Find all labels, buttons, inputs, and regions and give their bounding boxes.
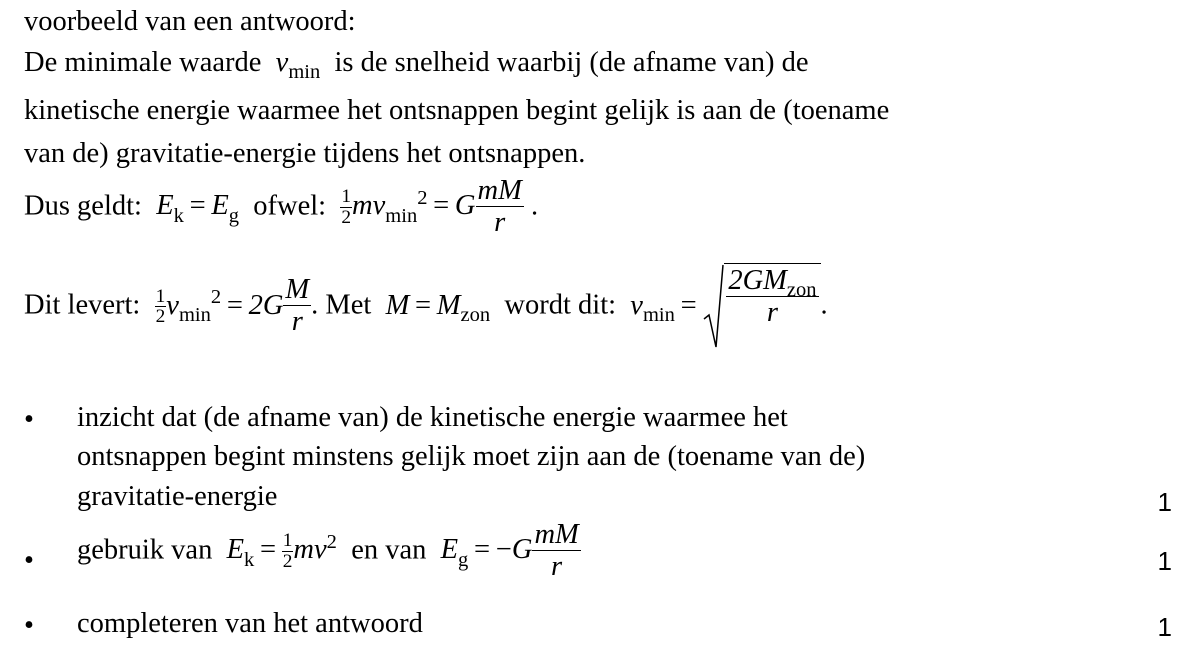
equation-line-energy-balance bbox=[24, 176, 538, 240]
fraction-one-half: $\frac{1}{2}$ bbox=[282, 530, 293, 572]
text-segment: ofwel: bbox=[253, 190, 327, 222]
criterion-1 bbox=[77, 398, 865, 516]
criterion-3-score: 1 bbox=[1157, 612, 1172, 642]
criterion-1-line: ontsnappen begint minstens gelijk moet zijn aan de (toename van de) bbox=[77, 441, 866, 473]
criterion-3: completeren van het antwoord bbox=[77, 608, 423, 639]
criterion-1-score: 1 bbox=[1157, 487, 1172, 517]
fraction-one-half: $\frac{1}{2}$ bbox=[155, 285, 166, 328]
text-segment: is de snelheid waarbij (de afname van) de bbox=[334, 47, 809, 78]
fraction-mM-over-r: $\frac{mM}{r}$ bbox=[534, 519, 579, 582]
text-segment: De minimale waarde bbox=[24, 47, 262, 78]
bullet: • bbox=[24, 610, 34, 641]
bullet: • bbox=[24, 545, 34, 576]
text-segment: gebruik van bbox=[77, 534, 213, 566]
bullet: • bbox=[24, 404, 34, 435]
formula-eg-gravitational: $E_g = -G$ $\frac{mM}{r}$ bbox=[440, 519, 579, 582]
radical-sign-icon bbox=[702, 263, 724, 351]
text-segment: . Met bbox=[311, 289, 372, 321]
formula-ek-equals-eg: $E_k = E_g$ bbox=[156, 190, 240, 227]
formula-M-equals-Mzon: $M = M_{zon}$ bbox=[385, 289, 491, 326]
text-segment: Dus geldt: bbox=[24, 190, 142, 222]
formula-kinetic-equals-gravitational: $\frac{1}{2}$ $mv_{min}^2 = G$ $\frac{mM}{r}$ bbox=[341, 175, 522, 238]
text-segment: Dit levert: bbox=[24, 289, 141, 321]
fraction-mM-over-r: $\frac{mM}{r}$ bbox=[477, 175, 522, 238]
explanation-line-3: van de) gravitatie-energie tijdens het ontsnappen. bbox=[24, 138, 586, 169]
equation-line-result bbox=[24, 263, 828, 351]
formula-ek-kinetic: $E_k$ = $\frac{1}{2}$ $mv^2$ bbox=[226, 530, 337, 572]
text-segment: wordt dit: bbox=[504, 289, 617, 321]
answer-heading: voorbeeld van een antwoord: bbox=[24, 6, 356, 37]
criterion-1-line: gravitatie-energie bbox=[77, 480, 278, 512]
explanation-line-2: kinetische energie waarmee het ontsnappen begint gelijk is aan de (toename bbox=[24, 95, 890, 126]
v-min-symbol: $v_{min}$ bbox=[275, 47, 321, 84]
text-segment: . bbox=[530, 190, 539, 222]
criterion-1-line: inzicht dat (de afname van) de kinetische energie waarmee het bbox=[77, 402, 788, 433]
fraction-one-half: $\frac{1}{2}$ bbox=[341, 186, 352, 228]
formula-vmin-sqrt: $v_{min}$ = $\frac{2GM_{zon}}{r}$ bbox=[623, 290, 820, 321]
text-segment: en van bbox=[351, 534, 427, 566]
formula-half-v-squared: $\frac{1}{2}$ $v_{min}^2 = 2G$ $\frac{M}{r}$ bbox=[155, 274, 310, 338]
fraction-M-over-r: $\frac{M}{r}$ bbox=[285, 274, 310, 338]
explanation-line-1 bbox=[24, 47, 809, 84]
text-segment: . bbox=[820, 289, 828, 321]
square-root: $\frac{2GM_{zon}}{r}$ bbox=[702, 263, 820, 351]
criterion-2 bbox=[77, 520, 581, 584]
criterion-2-score: 1 bbox=[1157, 546, 1172, 576]
